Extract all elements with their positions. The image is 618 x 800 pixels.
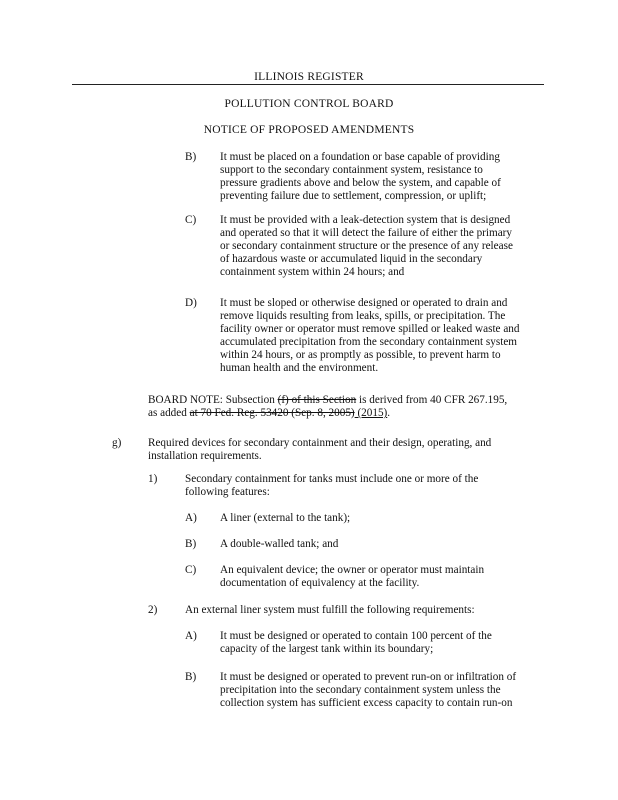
board-note-mid: is derived from 40 CFR 267.195, xyxy=(356,394,508,406)
board-note-end: . xyxy=(387,407,391,420)
paragraph-c-top xyxy=(220,214,513,279)
text-line: An external liner system must fulfill the following requirements: xyxy=(185,604,475,616)
text-line: It must be sloped or otherwise designed or operated to drain and xyxy=(220,297,508,309)
text-line: It must be designed or operated to prevent run-on or infiltration of xyxy=(220,671,517,683)
notice-heading: NOTICE OF PROPOSED AMENDMENTS xyxy=(203,124,415,136)
text-line: precipitation into the secondary containment system unless the xyxy=(220,684,501,697)
text-line: A liner (external to the tank); xyxy=(220,512,351,524)
item-label: C) xyxy=(185,564,197,576)
text-line: accumulated precipitation from the secondary containment system xyxy=(220,336,517,349)
text-line: human health and the environment. xyxy=(220,362,379,375)
text-line: following features: xyxy=(185,486,270,499)
text-line: documentation of equivalency at the facility. xyxy=(220,577,420,590)
text-line: It must be provided with a leak-detection system that is designed xyxy=(220,214,511,226)
item-label: C) xyxy=(185,214,197,226)
board-note-lead: BOARD NOTE: Subsection xyxy=(148,394,278,406)
text-line: pressure gradients above and below the system, and capable of xyxy=(220,177,501,190)
text-line: and operated so that it will detect the failure of either the primary xyxy=(220,227,513,240)
paragraph-g2 xyxy=(185,604,475,617)
item-label: 1) xyxy=(148,473,158,485)
board-heading: POLLUTION CONTROL BOARD xyxy=(224,98,394,110)
text-line: remove liquids resulting from leaks, spills, or precipitation. The xyxy=(220,310,506,323)
paragraph-d-top xyxy=(220,297,519,376)
item-label: 2) xyxy=(148,604,158,616)
text-line: An equivalent device; the owner or operator must maintain xyxy=(220,564,485,576)
paragraph-b-top xyxy=(220,151,501,203)
board-note-lead-2: as added xyxy=(148,407,190,420)
text-line: installation requirements. xyxy=(148,450,262,463)
text-line: Required devices for secondary containment and their design, operating, and xyxy=(148,437,492,449)
item-label: B) xyxy=(185,538,197,550)
board-note-line-2 xyxy=(148,407,507,420)
text-line: facility owner or operator must remove spilled or leaked waste and xyxy=(220,323,520,336)
paragraph-g1-c xyxy=(220,564,484,590)
text-line: containment system within 24 hours; and xyxy=(220,266,405,279)
paragraph-g2-b xyxy=(220,671,516,710)
added-text: (2015) xyxy=(354,407,388,420)
subsection-label: g) xyxy=(112,437,122,449)
board-note-line-1 xyxy=(148,394,507,407)
board-note xyxy=(148,394,507,420)
text-line: or secondary containment structure or the presence of any release xyxy=(220,240,513,253)
item-label: A) xyxy=(185,512,197,524)
text-line: of hazardous waste or accumulated liquid in the secondary xyxy=(220,253,483,266)
paragraph-g2-a xyxy=(220,630,492,656)
item-label: B) xyxy=(185,151,197,163)
struck-text: at 70 Fed. Reg. 53420 (Sep. 8, 2005) xyxy=(189,407,355,420)
text-line: A double-walled tank; and xyxy=(220,538,339,550)
item-label: D) xyxy=(185,297,197,309)
text-line: capacity of the largest tank within its boundary; xyxy=(220,643,434,656)
text-line: collection system has sufficient excess capacity to contain run-on xyxy=(220,697,513,710)
paragraph-g1-a xyxy=(220,512,350,525)
text-line: It must be designed or operated to contain 100 percent of the xyxy=(220,630,492,642)
text-line: preventing failure due to settlement, compression, or uplift; xyxy=(220,190,487,203)
text-line: within 24 hours, or as promptly as possible, to prevent harm to xyxy=(220,349,501,362)
text-line: It must be placed on a foundation or base capable of providing xyxy=(220,151,500,163)
header-rule xyxy=(72,84,544,85)
struck-text: (f) of this Section xyxy=(277,394,357,406)
text-line: Secondary containment for tanks must include one or more of the xyxy=(185,473,479,485)
register-header: ILLINOIS REGISTER xyxy=(254,71,364,83)
paragraph-g1-b xyxy=(220,538,338,551)
subsection-g xyxy=(148,437,491,463)
item-label: A) xyxy=(185,630,197,642)
item-label: B) xyxy=(185,671,197,683)
text-line: support to the secondary containment system, resistance to xyxy=(220,164,483,177)
paragraph-g1 xyxy=(185,473,478,499)
